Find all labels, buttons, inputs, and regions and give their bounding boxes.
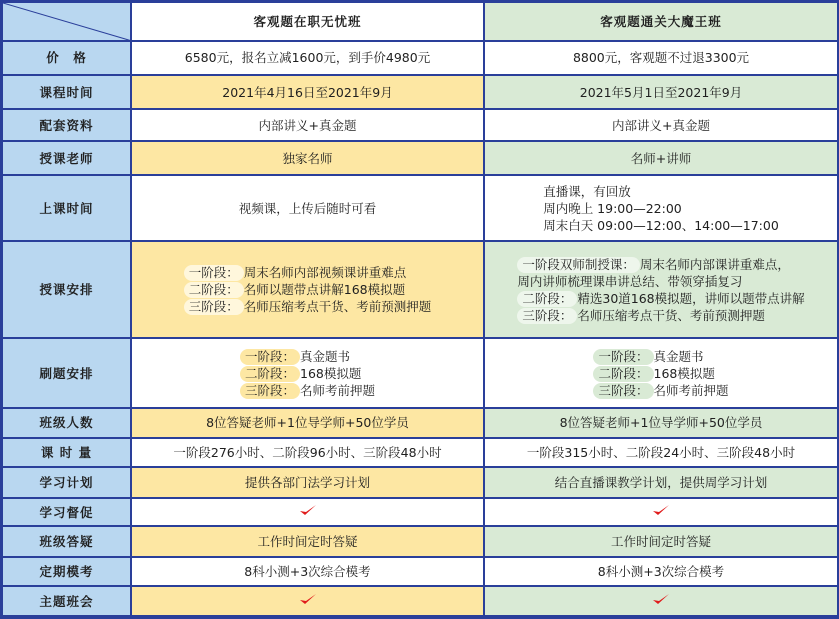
row-label-supervision: 学习督促 [2, 498, 131, 527]
stage-line [240, 365, 375, 382]
stage-tag: 三阶段： [517, 308, 577, 324]
row-label-meeting: 主题班会 [2, 586, 131, 616]
stage-text: 168模拟题 [653, 365, 715, 381]
column-header-a: 客观题在职无忧班 [131, 2, 484, 41]
hours-b: 一阶段315小时、二阶段24小时、三阶段48小时 [484, 438, 838, 468]
row-qa [2, 526, 838, 557]
class-time-b [484, 175, 838, 241]
row-materials [2, 109, 838, 142]
stage-line [240, 348, 375, 365]
arrangement-a [131, 241, 484, 338]
hours-a: 一阶段276小时、二阶段96小时、三阶段48小时 [131, 438, 484, 468]
row-mock-exam [2, 557, 838, 587]
class-time-b-lines [543, 183, 779, 234]
row-course-time [2, 75, 838, 109]
price-b: 8800元，客观题不过退3300元 [484, 41, 838, 76]
class-size-a: 8位答疑老师+1位导学师+50位学员 [131, 408, 484, 438]
stage-tag: 二阶段： [593, 366, 653, 382]
stage-line [593, 348, 728, 365]
qa-b: 工作时间定时答疑 [484, 526, 838, 557]
supervision-a [131, 498, 484, 527]
meeting-a [131, 586, 484, 616]
row-study-plan [2, 467, 838, 498]
check-mark-icon [298, 503, 318, 517]
stage-tag: 一阶段： [240, 349, 300, 365]
supervision-b [484, 498, 838, 527]
stage-line [184, 281, 432, 298]
corner-cell [2, 2, 131, 41]
row-meeting [2, 586, 838, 616]
mock-exam-b: 8科小测+3次综合模考 [484, 557, 838, 587]
stage-line [517, 256, 804, 273]
stage-tag: 三阶段： [240, 383, 300, 399]
stage-line [184, 264, 432, 281]
mock-exam-a: 8科小测+3次综合模考 [131, 557, 484, 587]
row-label-class-time: 上课时间 [2, 175, 131, 241]
stage-text: 精选30道168模拟题，讲师以题带点讲解 [577, 290, 805, 306]
stage-text: 周末名师内部课讲重难点， [639, 256, 790, 272]
stage-line [184, 298, 432, 315]
practice-b [484, 338, 838, 408]
row-label-class-size: 班级人数 [2, 408, 131, 438]
stage-tag: 三阶段： [593, 383, 653, 399]
check-mark-icon [651, 503, 671, 517]
stage-tag: 一阶段： [593, 349, 653, 365]
practice-a-list [240, 348, 375, 399]
header-row [2, 2, 838, 41]
diagonal-divider [3, 3, 131, 41]
stage-tag: 三阶段： [184, 299, 244, 315]
stage-text: 名师考前押题 [300, 382, 376, 398]
arrangement-a-list [184, 264, 432, 315]
materials-a: 内部讲义+真金题 [131, 109, 484, 142]
row-label-price: 价 格 [2, 41, 131, 76]
comparison-table [1, 1, 839, 617]
materials-b: 内部讲义+真金题 [484, 109, 838, 142]
row-label-arrangement: 授课安排 [2, 241, 131, 338]
row-label-course-time: 课程时间 [2, 75, 131, 109]
study-plan-a: 提供各部门法学习计划 [131, 467, 484, 498]
row-arrangement [2, 241, 838, 338]
arrangement-b [484, 241, 838, 338]
row-practice [2, 338, 838, 408]
stage-tag: 一阶段： [184, 265, 244, 281]
stage-text: 真金题书 [653, 348, 704, 364]
class-time-b-line: 直播课，有回放 [543, 183, 631, 199]
row-label-qa: 班级答疑 [2, 526, 131, 557]
course-time-a: 2021年4月16日至2021年9月 [131, 75, 484, 109]
check-mark-icon [298, 592, 318, 606]
stage-line [517, 273, 804, 290]
row-label-study-plan: 学习计划 [2, 467, 131, 498]
row-label-hours: 课 时 量 [2, 438, 131, 468]
stage-line [593, 382, 728, 399]
meeting-b [484, 586, 838, 616]
teachers-a: 独家名师 [131, 141, 484, 175]
row-class-size [2, 408, 838, 438]
stage-text: 周内讲师梳理课串讲总结、带领穿插复习 [517, 273, 743, 289]
stage-text: 名师以题带点讲解168模拟题 [243, 282, 406, 298]
practice-a [131, 338, 484, 408]
row-label-mock-exam: 定期模考 [2, 557, 131, 587]
row-label-materials: 配套资料 [2, 109, 131, 142]
stage-line [593, 365, 728, 382]
row-supervision [2, 498, 838, 527]
row-class-time [2, 175, 838, 241]
class-time-a: 视频课，上传后随时可看 [131, 175, 484, 241]
qa-a: 工作时间定时答疑 [131, 526, 484, 557]
course-time-b: 2021年5月1日至2021年9月 [484, 75, 838, 109]
stage-tag: 一阶段双师制授课： [517, 257, 640, 273]
row-hours [2, 438, 838, 468]
study-plan-b: 结合直播课教学计划，提供周学习计划 [484, 467, 838, 498]
stage-text: 名师压缩考点干货、考前预测押题 [577, 307, 765, 323]
check-mark-icon [651, 592, 671, 606]
class-time-b-line: 周末白天 09:00—12:00、14:00—17:00 [543, 217, 779, 233]
stage-text: 名师考前押题 [653, 382, 729, 398]
row-label-teachers: 授课老师 [2, 141, 131, 175]
class-time-b-line: 周内晚上 19:00—22:00 [543, 200, 682, 216]
stage-text: 名师压缩考点干货、考前预测押题 [243, 299, 432, 315]
arrangement-b-list [517, 256, 804, 324]
stage-text: 真金题书 [300, 348, 351, 364]
stage-line [517, 290, 804, 307]
stage-line [240, 382, 375, 399]
row-teachers [2, 141, 838, 175]
teachers-b: 名师+讲师 [484, 141, 838, 175]
stage-tag: 二阶段： [517, 291, 577, 307]
stage-line [517, 307, 804, 324]
practice-b-list [593, 348, 728, 399]
price-a: 6580元，报名立减1600元，到手价4980元 [131, 41, 484, 76]
stage-tag: 二阶段： [240, 366, 300, 382]
class-size-b: 8位答疑老师+1位导学师+50位学员 [484, 408, 838, 438]
row-label-practice: 刷题安排 [2, 338, 131, 408]
stage-tag: 二阶段： [184, 282, 244, 298]
row-price [2, 41, 838, 76]
stage-text: 周末名师内部视频课讲重难点 [243, 265, 407, 281]
column-header-b: 客观题通关大魔王班 [484, 2, 838, 41]
stage-text: 168模拟题 [300, 365, 362, 381]
